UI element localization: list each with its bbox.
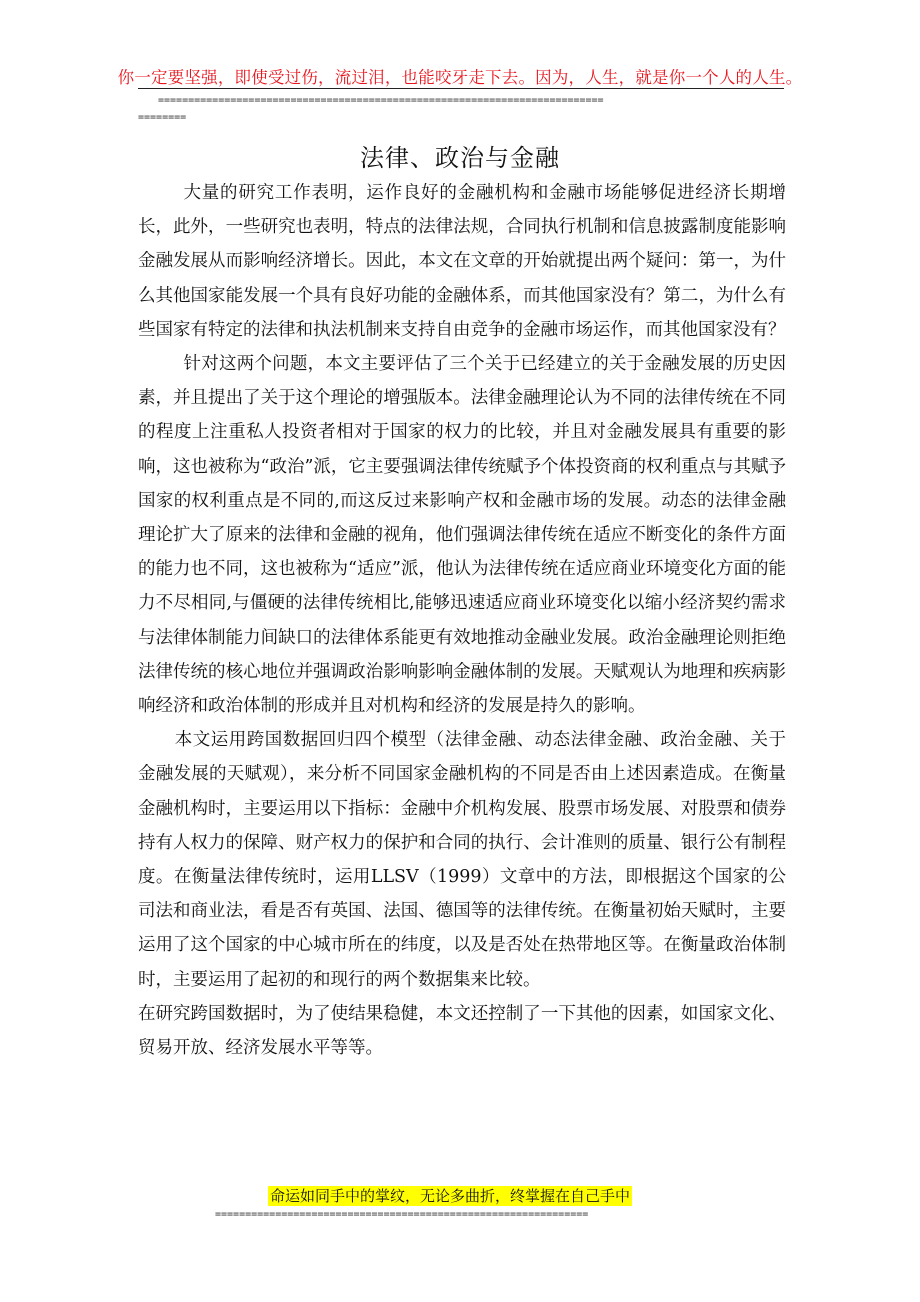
footer-motto: 命运如同手中的掌纹，无论多曲折，终掌握在自己手中 bbox=[270, 1187, 631, 1205]
paragraph-methodology: 本文运用跨国数据回归四个模型（法律金融、动态法律金融、政治金融、关于金融发展的天赋观），来分析不同国家金融机构的不同是否由上述因素造成。在衡量金融机构时，主要运用以下指标：金融中介机构发展、股票市场发展、对股票和债券持有人权力的保障、财产权力的保护和合同的执行、会计准则的质量、银行公有制程度。在衡量法律传统时，运用LLSV（1999）文章中的方法，即根据这个国家的公司法和商业法，看是否有英国、法国、德国等的法律传统。在衡量初始天赋时，主要运用了这个国家的中心城市所在的纬度，以及是否处在热带地区等。在衡量政治体制时，主要运用了起初的和现行的两个数据集来比较。 bbox=[138, 730, 786, 990]
document-title: 法律、政治与金融 bbox=[360, 144, 560, 172]
paragraph-controls: 在研究跨国数据时，为了使结果稳健，本文还控制了一下其他的因素，如国家文化、贸易开放、经济发展水平等等。 bbox=[138, 1003, 786, 1059]
document-body bbox=[138, 176, 786, 1065]
paragraph-intro: 大量的研究工作表明，运作良好的金融机构和金融市场能够促进经济长期增长，此外，一些研究也表明，特点的法律法规，合同执行机制和信息披露制度能影响金融发展从而影响经济增长。因此，本文在文章的开始就提出两个疑问：第一，为什么其他国家能发展一个具有良好功能的金融体系，而其他国家没有？第二，为什么有些国家有特定的法律和执法机制来支持自由竞争的金融市场运作，而其他国家没有？ bbox=[138, 183, 786, 340]
header-separator-line-1: ========================================================================== bbox=[158, 95, 604, 106]
header-motto: 你一定要坚强，即使受过伤，流过泪，也能咬牙走下去。因为，人生，就是你一个人的人生。 bbox=[117, 68, 803, 87]
header-rule bbox=[138, 88, 784, 89]
header-separator-line-2: ======== bbox=[138, 112, 187, 123]
footer-separator-line: ============================================================== bbox=[215, 1209, 589, 1220]
paragraph-theories: 针对这两个问题，本文主要评估了三个关于已经建立的关于金融发展的历史因素，并且提出了关于这个理论的增强版本。法律金融理论认为不同的法律传统在不同的程度上注重私人投资者相对于国家的权力的比较，并且对金融发展具有重要的影响，这也被称为“政治”派，它主要强调法律传统赋予个体投资商的权利重点与其赋予国家的权利重点是不同的,而这反过来影响产权和金融市场的发展。动态的法律金融理论扩大了原来的法律和金融的视角，他们强调法律传统在适应不断变化的条件方面的能力也不同，这也被称为“适应”派，他认为法律传统在适应商业环境变化方面的能力不尽相同,与僵硬的法律传统相比,能够迅速适应商业环境变化以缩小经济契约需求与法律体制能力间缺口的法律体系能更有效地推动金融业发展。政治金融理论则拒绝法律传统的核心地位并强调政治影响影响金融体制的发展。天赋观认为地理和疾病影响经济和政治体制的形成并且对机构和经济的发展是持久的影响。 bbox=[138, 354, 786, 717]
